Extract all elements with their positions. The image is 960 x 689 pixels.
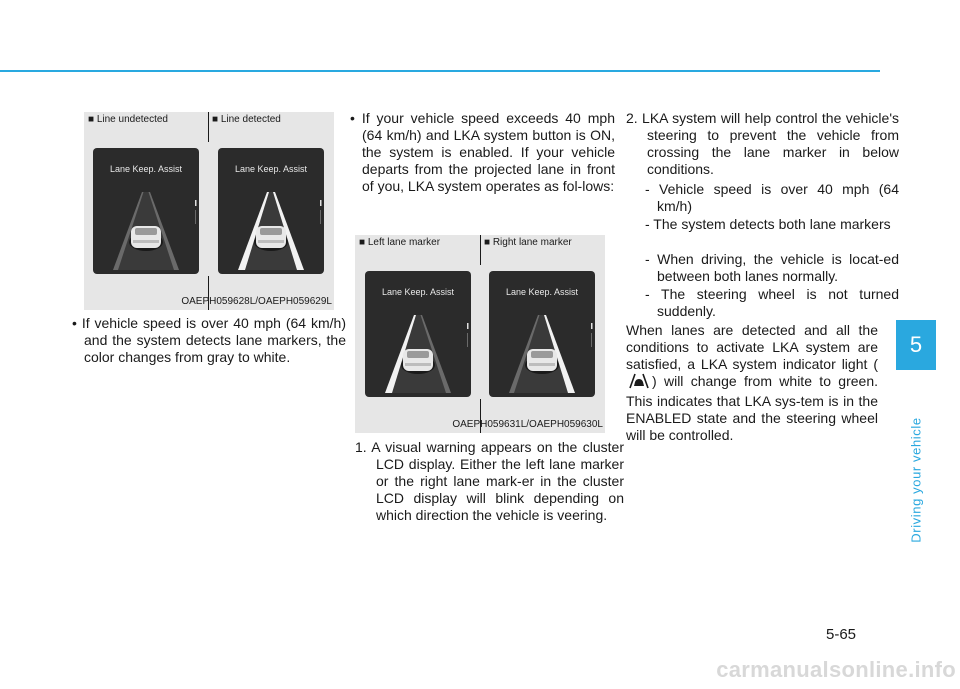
- cluster-display-detected: [218, 148, 324, 274]
- figure-divider: [208, 112, 209, 142]
- display-label: Lane Keep. Assist: [234, 164, 308, 174]
- figure-lane-marker-warning: [355, 235, 605, 433]
- page-number: 5-65: [826, 626, 857, 643]
- caption-line-undetected: ■ Line undetected: [88, 114, 168, 125]
- display-label: Lane Keep. Assist: [381, 287, 455, 297]
- chapter-title: [904, 417, 928, 543]
- figure-code: OAEPH059631L/OAEPH059630L: [452, 419, 603, 430]
- cluster-display-undetected: [93, 148, 199, 274]
- caption-line-detected: ■ Line detected: [212, 114, 281, 125]
- bullet-lane-color-change: • If vehicle speed is over 40 mph (64 km/h) and the system detects lane markers, the color changes from gray to white.: [72, 315, 346, 365]
- caption-left-lane-marker: ■ Left lane marker: [359, 237, 441, 248]
- figure-code: OAEPH059628L/OAEPH059629L: [181, 296, 332, 307]
- caption-right-lane-marker: ■ Right lane marker: [484, 237, 572, 248]
- indicator-text-a: When lanes are detected and all the conditions to activate LKA system are satisfied, a LKA system indicator light (: [626, 322, 878, 372]
- condition-steering: - The steering wheel is not turned suddenly.: [645, 286, 899, 319]
- list-item-visual-warning: 1. A visual warning appears on the cluster LCD display. Either the left lane marker or the right lane mark-er in the cluster LCD display will blink depending on which direction the vehicle is veering.: [355, 439, 624, 523]
- condition-both-markers: - The system detects both lane markers: [645, 216, 891, 232]
- indicator-paragraph: [626, 322, 878, 444]
- lka-indicator-icon: [626, 373, 652, 393]
- display-label: Lane Keep. Assist: [109, 164, 183, 174]
- display-label: Lane Keep. Assist: [505, 287, 579, 297]
- header-rule: [0, 70, 880, 72]
- cluster-display-right-marker: [489, 271, 595, 397]
- bullet-lka-operation: • If your vehicle speed exceeds 40 mph (64 km/h) and LKA system button is ON, the system is enabled. If your vehicle departs from the projected lane in front of you, LKA system operates as fol-lows:: [350, 110, 615, 194]
- figure-lane-detection: [84, 112, 334, 310]
- indicator-text-b: ) will change from white to green. This indicates that LKA sys-tem is in the ENABLED state and the steering wheel will be controlled.: [626, 373, 878, 443]
- condition-between-lanes: - When driving, the vehicle is locat-ed between both lanes normally.: [645, 251, 899, 284]
- list-item-steering-control: 2. LKA system will help control the vehicle's steering to prevent the vehicle from crossing the lane marker in below conditions.: [626, 110, 899, 177]
- cluster-display-left-marker: [365, 271, 471, 397]
- condition-speed: - Vehicle speed is over 40 mph (64 km/h): [645, 181, 899, 214]
- chapter-title-text: Driving your vehicle: [908, 417, 924, 543]
- figure-divider: [480, 235, 481, 265]
- watermark: carmanualsonline.info: [716, 657, 956, 682]
- chapter-tab: 5: [896, 320, 936, 370]
